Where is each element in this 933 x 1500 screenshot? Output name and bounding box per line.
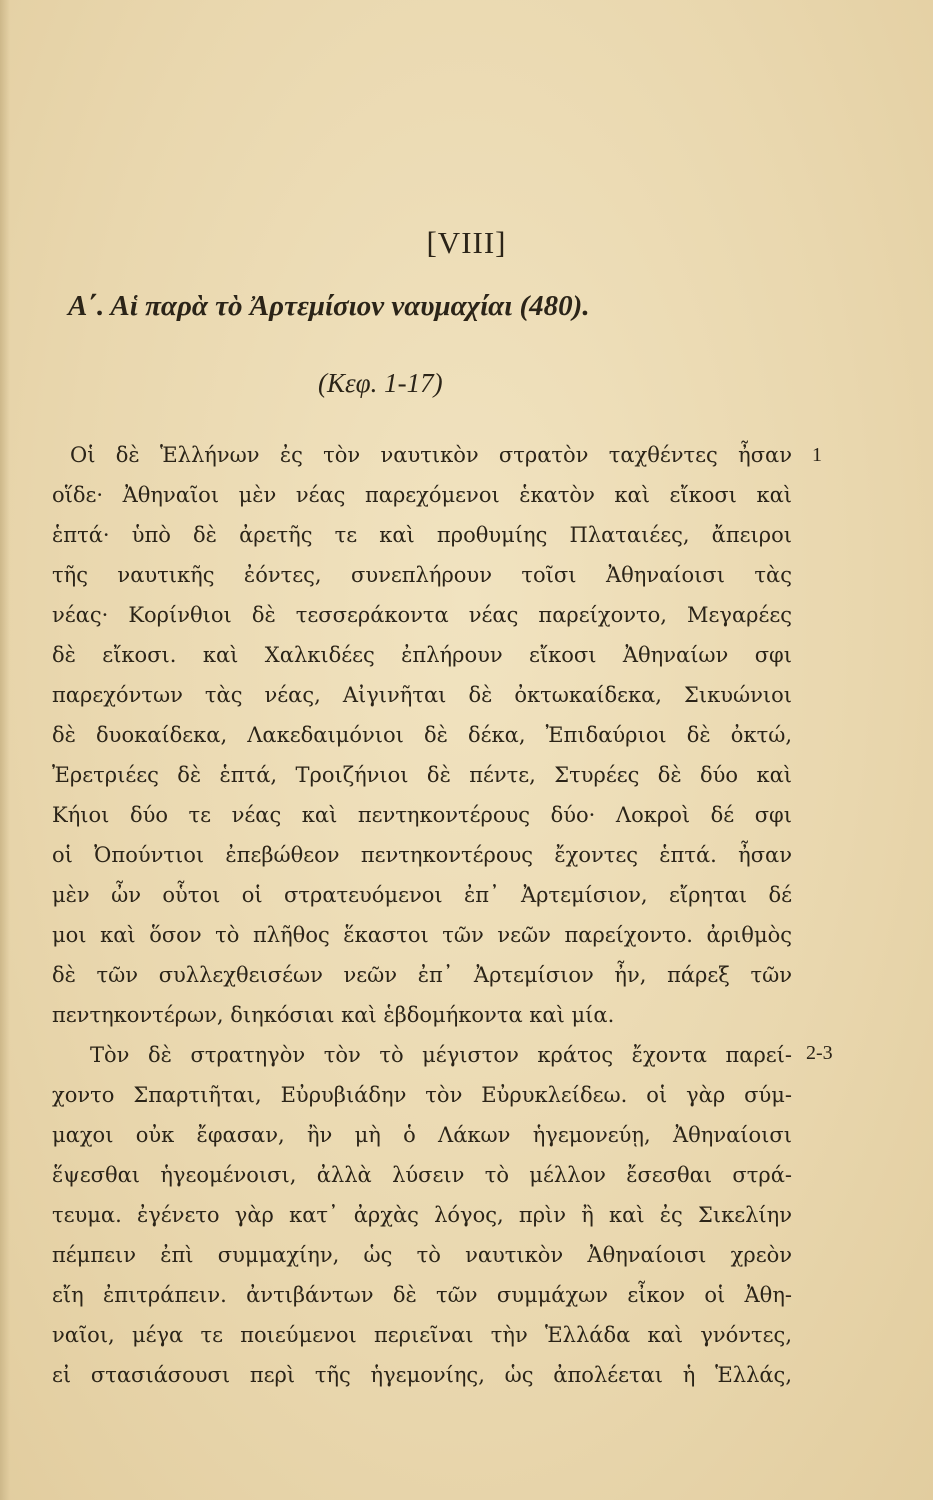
section-number: [VIII]: [426, 225, 507, 260]
text-line: εἴη ἐπιτράπειν. ἀντιβάντων δὲ τῶν συμμάχων εἶκον οἱ Ἀθη-: [52, 1283, 792, 1307]
text-line: παρεχόντων τὰς νέας, Αἰγινῆται δὲ ὀκτωκαίδεκα, Σικυώνιοι: [52, 683, 792, 707]
text-line: νέας· Κορίνθιοι δὲ τεσσεράκοντα νέας παρείχοντο, Μεγαρέες: [52, 603, 792, 627]
text-line: οἱ Ὀπούντιοι ἐπεβώθεον πεντηκοντέρους ἔχοντες ἑπτά. ἦσαν: [52, 843, 792, 867]
text-line: μαχοι οὐκ ἔφασαν, ἢν μὴ ὁ Λάκων ἡγεμονεύῃ, Ἀθηναίοισι: [52, 1123, 792, 1147]
text-line: εἰ στασιάσουσι περὶ τῆς ἡγεμονίης, ὡς ἀπολέεται ἡ Ἑλλάς,: [52, 1363, 792, 1387]
text-line: ναῖοι, μέγα τε ποιεύμενοι περιεῖναι τὴν Ἑλλάδα καὶ γνόντες,: [52, 1323, 792, 1347]
chapter-subtitle: (Κεφ. 1-17): [318, 368, 443, 398]
text-line: Κήιοι δύο τε νέας καὶ πεντηκοντέρους δύο· Λοκροὶ δέ σφι: [52, 803, 792, 827]
text-line: Ἐρετριέες δὲ ἑπτά, Τροιζήνιοι δὲ πέντε, Στυρέες δὲ δύο καὶ: [52, 763, 792, 787]
text-line: δὲ τῶν συλλεχθεισέων νεῶν ἐπ᾽ Ἀρτεμίσιον ἦν, πάρεξ τῶν: [52, 963, 792, 987]
text-line: χοντο Σπαρτιῆται, Εὐρυβιάδην τὸν Εὐρυκλείδεω. οἱ γὰρ σύμ-: [52, 1083, 792, 1107]
text-line: Οἱ δὲ Ἑλλήνων ἐς τὸν ναυτικὸν στρατὸν ταχθέντες ἦσαν: [70, 443, 792, 467]
text-line: δὲ δυοκαίδεκα, Λακεδαιμόνιοι δὲ δέκα, Ἐπιδαύριοι δὲ ὀκτώ,: [52, 723, 792, 747]
text-line: οἵδε· Ἀθηναῖοι μὲν νέας παρεχόμενοι ἑκατὸν καὶ εἴκοσι καὶ: [52, 483, 792, 507]
text-line: πέμπειν ἐπὶ συμμαχίην, ὡς τὸ ναυτικὸν Ἀθηναίοισι χρεὸν: [52, 1243, 792, 1267]
margin-section-number: 2-3: [806, 1042, 833, 1064]
text-line: ἑπτά· ὑπὸ δὲ ἀρετῆς τε καὶ προθυμίης Πλαταιέες, ἄπειροι: [52, 523, 792, 547]
text-line: μὲν ὦν οὗτοι οἱ στρατευόμενοι ἐπ᾽ Ἀρτεμίσιον, εἴρηται δέ: [52, 883, 792, 907]
text-line: τευμα. ἐγένετο γὰρ κατ᾽ ἀρχὰς λόγος, πρὶν ἢ καὶ ἐς Σικελίην: [52, 1203, 792, 1227]
margin-section-number: 1: [812, 444, 822, 466]
text-line: ἕψεσθαι ἡγεομένοισι, ἀλλὰ λύσειν τὸ μέλλον ἔσεσθαι στρά-: [52, 1163, 792, 1187]
text-line: μοι καὶ ὅσον τὸ πλῆθος ἕκαστοι τῶν νεῶν παρείχοντο. ἀριθμὸς: [52, 923, 792, 947]
chapter-title: Α΄. Αἱ παρὰ τὸ Ἀρτεμίσιον ναυμαχίαι (480).: [68, 290, 590, 322]
text-line: Τὸν δὲ στρατηγὸν τὸν τὸ μέγιστον κράτος ἔχοντα παρεί-: [90, 1043, 792, 1067]
text-line: τῆς ναυτικῆς ἐόντες, συνεπλήρουν τοῖσι Ἀθηναίοισι τὰς: [52, 563, 792, 587]
text-line: δὲ εἴκοσι. καὶ Χαλκιδέες ἐπλήρουν εἴκοσι Ἀθηναίων σφι: [52, 643, 792, 667]
text-line: πεντηκοντέρων, διηκόσιαι καὶ ἑβδομήκοντα καὶ μία.: [52, 1003, 615, 1027]
